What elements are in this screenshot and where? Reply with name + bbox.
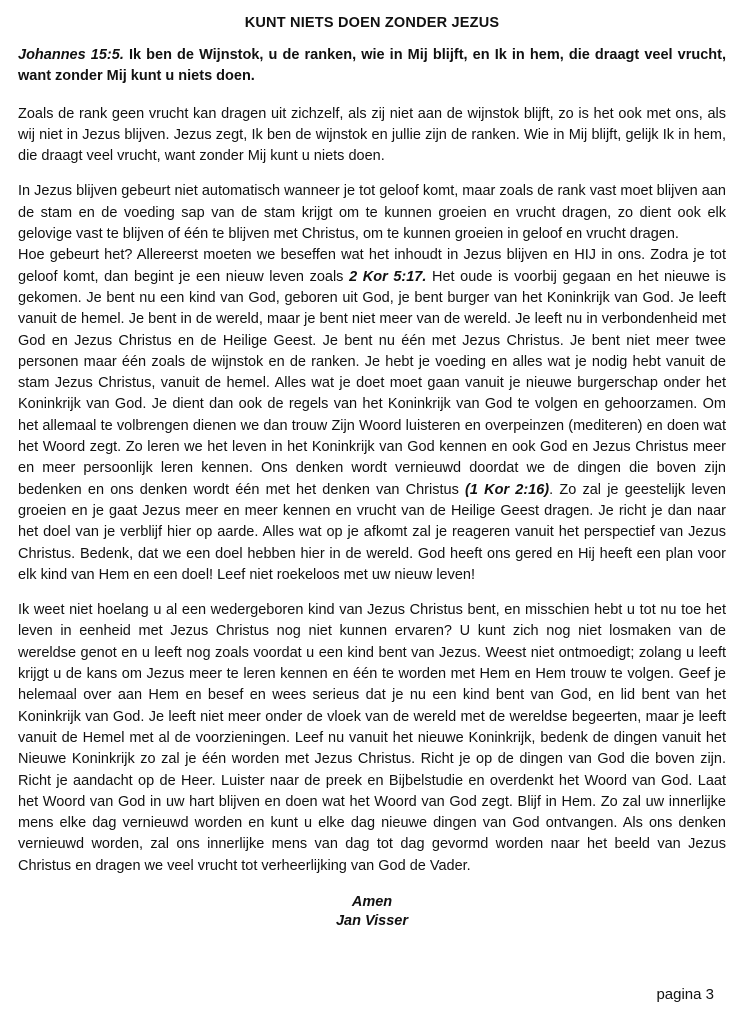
paragraph-3-part-a: Hoe gebeurt het? Allereerst moeten we beseffen wat het inhoudt in Jezus blijven en HIJ in ons. Zodra je tot geloof komt, dan begint je een nieuw leven zoals: [18, 247, 726, 285]
verse-text: Ik ben de Wijnstok, u de ranken, wie in Mij blijft, en Ik in hem, die draagt veel vrucht, want zonder Mij kunt u niets doen.: [18, 47, 727, 85]
paragraph-2: In Jezus blijven gebeurt niet automatisch wanneer je tot geloof komt, maar zoals de rank vast moet blijven aan de stam en de voeding sap van de stam krijgt om te kunnen groeien en vrucht dragen, zo dient ook elk gelovige vast te blijven of één te blijven met Christus, om te kunnen groeien in geloof en vrucht dragen.: [18, 183, 726, 243]
paragraph-3-part-c: . Zo zal je geestelijk leven groeien en je gaat Jezus meer en meer kennen en vrucht van de Heilige Geest dragen. Je richt je dan naar het doel van je verblijf hier op aarde. Alles wat op je afkomt zal je reageren vanuit het perspectief van Jezus Christus. Bedenk, dat we een doel hebben hier in de wereld. God heeft ons gered en Hij heeft een plan voor elk kind van Hem en een doel! Leef niet roekeloos met uw nieuw leven!: [18, 481, 726, 583]
scripture-reference-1kor: (1 Kor 2:16): [465, 481, 550, 498]
paragraph-1: Zoals de rank geen vrucht kan dragen uit zichzelf, als zij niet aan de wijnstok blijft, zo is het ook met ons, als wij niet in Jezus blijven. Jezus zegt, Ik ben de wijnstok en jullie zijn de ranken. Wie in Mij blijft, gelijk Ik in hem, die draagt veel vrucht, want zonder Mij kunt u niets doen.: [18, 105, 726, 165]
verse-reference: Johannes 15:5.: [18, 47, 124, 63]
document-title: KUNT NIETS DOEN ZONDER JEZUS: [244, 15, 500, 31]
author-name: Jan Visser: [335, 912, 408, 929]
paragraph-3-part-b: Het oude is voorbij gegaan en het nieuwe is gekomen. Je bent nu een kind van God, geboren uit God, je bent burger van het Koninkrijk van God. Je leeft vanuit de hemel. Je bent in de wereld, maar je bent niet meer van de wereld. Je leeft nu in verbondenheid met God en Jezus Christus en de Heilige Geest. Je bent nu één met Jezus Christus. Je bent niet meer twee personen maar één zoals de wijnstok en de ranken. Je hebt je voeding en alles wat je nodig hebt vanuit de stam Jezus Christus, vanuit de hemel. Alles wat je doet moet gaan vanuit je nieuwe burgerschap onder het Koninkrijk van God. Je dient dan ook de regels van het Koninkrijk van God te volgen en gehoorzamen. Om het allemaal te volbrengen dienen we dan trouw Zijn Woord luisteren en overpeinzen (mediteren) en doen wat het Woord zegt. Zo leren we het leven in het Koninkrijk van God kennen en ook God en Jezus Christus meer en meer persoonlijk leren kennen. Ons denken wordt vernieuwd doordat we de dingen die boven zijn bedenken en ons denken wordt één met het denken van Christus: [18, 268, 726, 498]
key-verse: [18, 45, 726, 88]
page-number: pagina 3: [656, 986, 714, 1003]
scripture-reference-2kor: 2 Kor 5:17.: [349, 268, 427, 285]
closing-amen: Amen: [351, 893, 393, 910]
paragraph-3: [18, 245, 726, 586]
paragraph-4: Ik weet niet hoelang u al een wedergeboren kind van Jezus Christus bent, en misschien hebt u tot nu toe het leven in eenheid met Jezus Christus nog niet kunnen ervaren? U kunt zich nog niet losmaken van de wereldse genot en u leeft nog zoals voordat u een kind bent van Jezus. Weest niet ontmoedigt; zolang u leeft krijgt u de kans om Jezus meer te leren kennen en één te worden met Hem en Hem trouw te volgen. Geef je helemaal over aan Hem en besef en wees serieus dat je nu een kind bent van God, en lid bent van het Koninkrijk van God. Je leeft niet meer onder de vloek van de wereld met de wereldse begeerten, maar je leeft vanuit de Hemel met al de voorzieningen. Leef nu vanuit het nieuwe Koninkrijk, bedenk de dingen vanuit het Nieuwe Koninkrijk zo zal je één worden met Jezus Christus. Richt je op de dingen van God die boven zijn. Richt je aandacht op de Heer. Luister naar de preek en Bijbelstudie en overdenkt het Woord van God. Laat het Woord van God in uw hart blijven en doen wat het Woord van God zegt. Blijf in Hem. Zo zal uw innerlijke mens elke dag vernieuwd worden en kunt u elke dag nieuwe dingen van God ontvangen. Als ons denken vernieuwd worden, zal ons innerlijke mens van dag tot dag gevormd worden naar het beeld van Jezus Christus en dragen we veel vrucht tot verheerlijking van God de Vader.: [18, 602, 726, 874]
document-page: [18, 14, 726, 931]
